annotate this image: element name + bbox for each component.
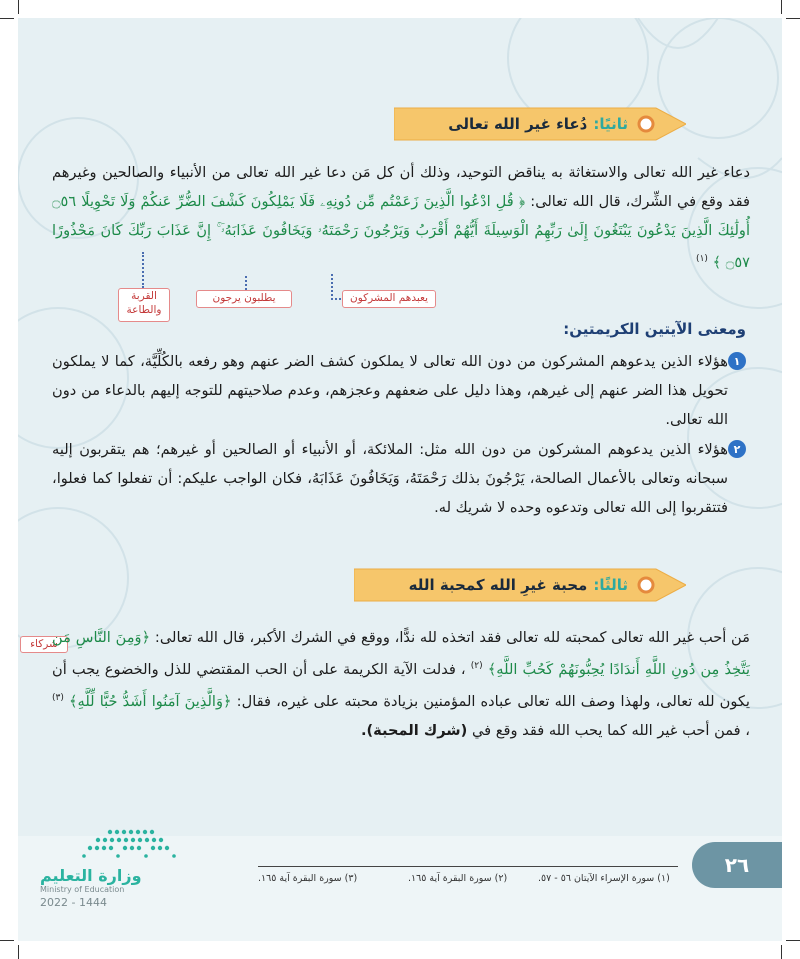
emphasis-text: (شرك المحبة). xyxy=(360,721,468,739)
paragraph-text: ، فدلت الآية الكريمة على أن الحب المقتضي للذل والخضوع يجب أن يكون لله تعالى، ولهذا وصف الله تعالى عباده المؤمنين بزيادة محبته على غيره، فقال: xyxy=(52,660,750,710)
ministry-name-ar: وزارة التعليم xyxy=(40,866,142,885)
section-number: ثالثًا: xyxy=(593,576,628,594)
edition-year: 2022 - 1444 xyxy=(40,896,107,909)
section-title-3 xyxy=(409,576,628,594)
footnote-ref: (٣) xyxy=(52,692,64,703)
section-title-2 xyxy=(448,115,628,133)
book-page xyxy=(18,18,782,941)
paragraph-love xyxy=(52,623,750,745)
crop-mark xyxy=(18,945,19,959)
footnote-rule xyxy=(258,866,678,867)
footnote-3: (٣) سورة البقرة آية ١٦٥. xyxy=(258,873,358,884)
note-partners: شركاء xyxy=(20,636,68,653)
paragraph-text: دعاء غير الله تعالى والاستغاثة به يناقض التوحيد، وذلك أن كل مَن دعا غير الله تعالى من الأنبياء والصالحين وغيرهم فقد وقع في الشِّرك، قال الله تعالى: xyxy=(52,164,750,210)
footnote-1: (١) سورة الإسراء الآيتان ٥٦ - ٥٧. xyxy=(538,873,670,884)
crop-mark xyxy=(786,18,800,19)
note-connector xyxy=(245,276,248,290)
quran-verse: ﴿وَمِنَ النَّاسِ مَن يَتَّخِذُ مِن دُونِ اللَّهِ أَندَادًا يُحِبُّونَهُمْ كَحُبِّ اللَّهِ﴾ xyxy=(52,629,751,678)
note-connector xyxy=(331,298,341,301)
section-title-text: محبة غيرِ الله كمحبة الله xyxy=(408,576,588,594)
crop-mark xyxy=(786,940,800,941)
quran-verse: ﴿وَالَّذِينَ آمَنُوا أَشَدُّ حُبًّا لِّلَّهِ﴾ xyxy=(68,692,232,710)
section-heading-2 xyxy=(394,104,686,144)
crop-mark xyxy=(781,945,782,959)
ministry-logo xyxy=(40,826,190,909)
quran-verse: ﴿ قُلِ ادْعُوا الَّذِينَ زَعَمْتُم مِّن دُونِهِۦ فَلَا يَمْلِكُونَ كَشْفَ الضُّرِّ عَنكُمْ وَلَا تَحْوِيلًا ۝٥٦ أُولَٰئِكَ الَّذِينَ يَدْعُونَ يَبْتَغُونَ إِلَىٰ رَبِّهِمُ الْوَسِيلَةَ أَيُّهُمْ أَقْرَبُ وَيَرْجُونَ رَحْمَتَهُۥ وَيَخَافُونَ عَذَابَهُۥٓ ۚ إِنَّ عَذَابَ رَبِّكَ كَانَ مَحْذُورًا ۝٥٧ ﴾ xyxy=(52,193,750,271)
note-connector xyxy=(142,252,145,288)
crop-mark xyxy=(0,18,14,19)
crop-mark xyxy=(0,940,14,941)
ministry-logo-icon xyxy=(70,826,190,860)
paragraph-text: ، فمن أحب غير الله كما يحب الله فقد وقع في xyxy=(467,721,750,739)
crop-mark xyxy=(18,0,19,14)
footnote-ref: (٢) xyxy=(470,661,483,671)
section-heading-3 xyxy=(354,565,686,605)
bullet-number: ١ xyxy=(728,352,746,370)
crop-mark xyxy=(781,0,782,14)
footnote-ref: (١) xyxy=(696,254,708,264)
paragraph-text: مَن أحب غير الله تعالى كمحبته لله تعالى فقد اتخذه لله ندًّا، ووقع في الشرك الأكبر، قال الله تعالى: xyxy=(150,629,750,646)
section-number: ثانيًا: xyxy=(593,115,628,133)
note-worship: يعبدهم المشركون xyxy=(342,290,436,308)
section-title-text: دُعاء غير الله تعالى xyxy=(448,115,588,133)
meaning-item: هؤلاء الذين يدعوهم المشركون من دون الله مثل: الملائكة، أو الأنبياء أو الصالحين أو غيرهم؛ هم يتقربون إليه سبحانه وتعالى بالأعمال الصالحة، يَرْجُونَ بذلك رَحْمَتَهُ، وَيَخَافُونَ عَذَابَهُ، فكان الواجب عليكم: أن تفعلوا كما فعلوا، فتتقربوا إلى الله تعالى وتدعوه وحده لا شريك له. xyxy=(52,441,728,516)
meaning-heading: ومعنى الآيتين الكريمتين: xyxy=(563,320,746,338)
meaning-item: هؤلاء الذين يدعوهم المشركون من دون الله تعالى لا يملكون كشف الضر عنهم وهو رفعه بالكُلِّيَّة، كما لا يملكون تحويل هذا الضر عنهم إلى غيرهم، وهذا دليل على ضعفهم وعجزهم، وعدم صلاحيتهم للتوجه إليهم بالدعاء من دون الله تعالى. xyxy=(52,353,728,428)
footnote-2: (٢) سورة البقرة آية ١٦٥. xyxy=(408,873,508,884)
paragraph-intro xyxy=(52,158,750,277)
note-nearness: القربة والطاعة xyxy=(118,288,170,322)
bullet-number: ٢ xyxy=(728,440,746,458)
note-hope: يطلبون يرجون xyxy=(196,290,292,308)
page-number: ٢٦ xyxy=(692,842,782,888)
note-connector xyxy=(331,274,334,300)
ministry-name-en: Ministry of Education xyxy=(40,885,125,894)
